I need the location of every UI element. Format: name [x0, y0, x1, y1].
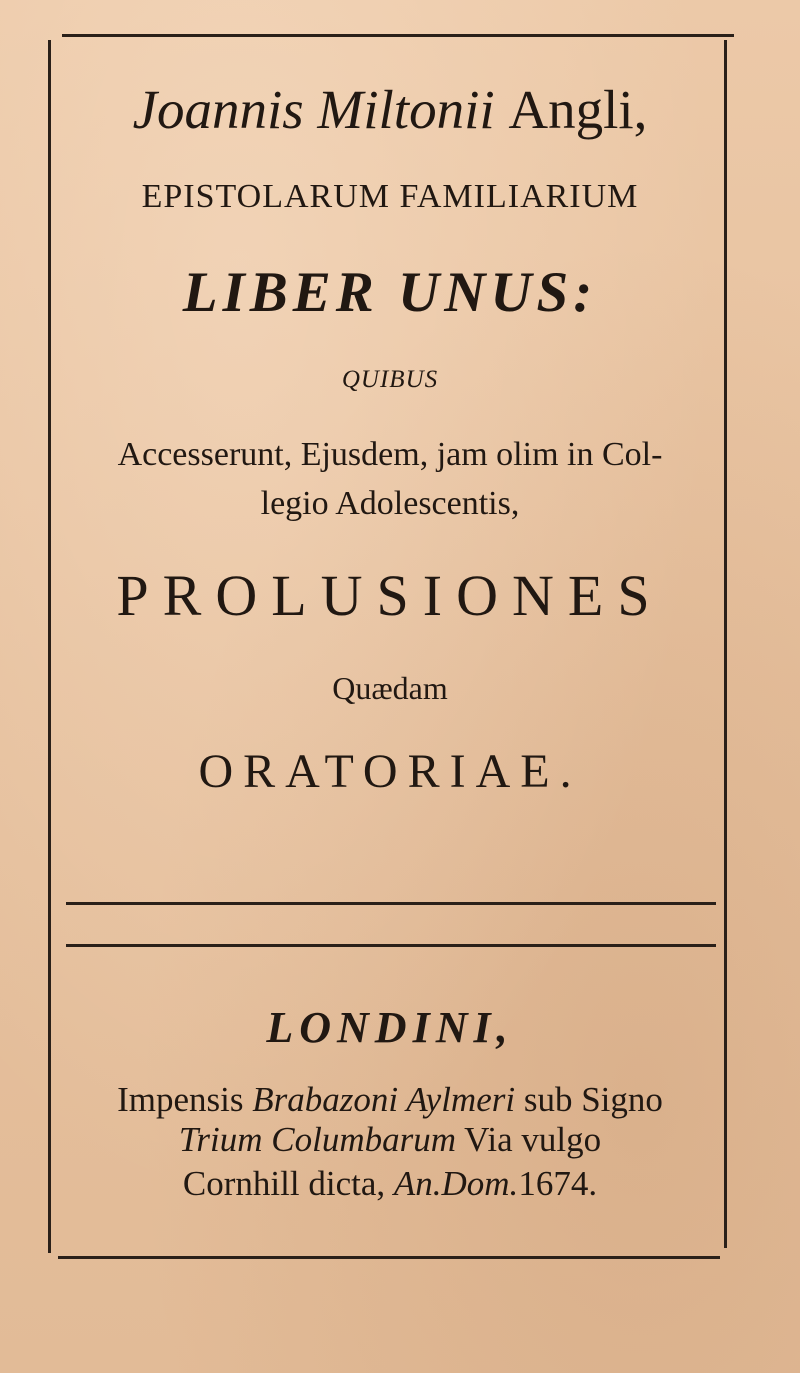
title-prolusiones: PROLUSIONES	[116, 563, 664, 628]
divider-rule-1	[66, 902, 716, 905]
bottom-rule	[58, 1256, 720, 1259]
imprint-cornhill: Cornhill dicta,	[182, 1164, 386, 1203]
author-nationality: Angli,	[508, 79, 648, 140]
divider-rule-2	[66, 944, 716, 947]
title-quibus: QUIBUS	[341, 366, 439, 393]
text-accesserunt: Accesserunt, Ejusdem, jam olim in Col-	[117, 436, 663, 473]
imprint-sub-signo: sub Signo	[523, 1080, 663, 1119]
imprint-place: LONDINI,	[266, 1003, 514, 1052]
title-oratoriae: ORATORIAE.	[198, 745, 582, 798]
top-rule	[62, 34, 734, 37]
author-name: Joannis Miltonii	[132, 79, 495, 140]
frame-right-rule	[724, 40, 727, 1248]
title-liber-unus: LIBER UNUS:	[182, 261, 598, 324]
text-quaedam: Quædam	[332, 670, 448, 706]
imprint-sign-name: Trium Columbarum	[178, 1120, 457, 1159]
imprint-publisher: Brabazoni Aylmeri	[252, 1080, 516, 1119]
imprint-year: 1674.	[518, 1164, 598, 1203]
imprint-via-vulgo: Via vulgo	[464, 1120, 602, 1159]
imprint-line-3	[60, 1120, 720, 1160]
title-epistolarum: EPISTOLARUM FAMILIARIUM	[141, 178, 639, 215]
imprint-impensis: Impensis	[117, 1080, 244, 1119]
author-line	[60, 78, 720, 141]
frame-left-rule	[48, 40, 51, 1253]
imprint-line-2	[60, 1080, 720, 1120]
imprint-line-4	[60, 1164, 720, 1204]
imprint-an-dom: An.Dom.	[393, 1164, 519, 1203]
text-legio: legio Adolescentis,	[260, 485, 520, 522]
